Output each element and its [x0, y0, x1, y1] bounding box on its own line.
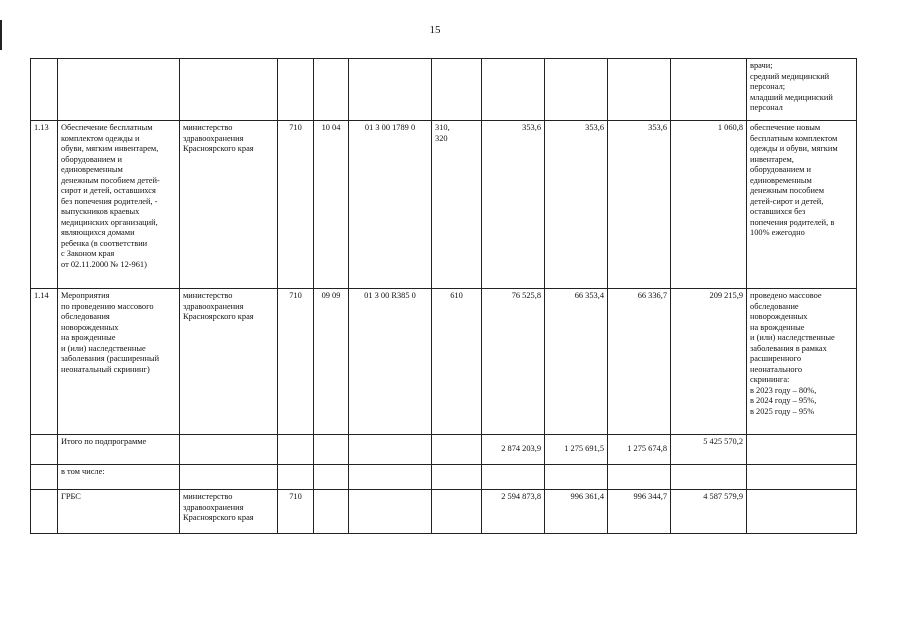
cell-expected-result: проведено массовое обследование новорожденных на врожденные и (или) наследственные заболевания в рамках расширенного неонатального скрининга: в 2023 году – 80%, в 2024 году – 95%, в 2025 году – 95%	[747, 289, 857, 435]
cell-total: 1 060,8	[671, 121, 747, 289]
cell-2024: 353,6	[545, 121, 608, 289]
cell-activity-name: Итого по подпрограмме	[58, 435, 180, 465]
program-activities-table	[30, 58, 857, 534]
cell-csr	[349, 465, 432, 490]
cell-rzpr	[314, 59, 349, 121]
cell-rzpr	[314, 465, 349, 490]
cell-activity-name	[58, 59, 180, 121]
cell-grbs-code	[278, 435, 314, 465]
cell-expected-result	[747, 490, 857, 534]
cell-2025: 66 336,7	[608, 289, 671, 435]
cell-2023: 2 874 203,9	[482, 435, 545, 465]
cell-2024	[545, 465, 608, 490]
cell-total	[671, 59, 747, 121]
cell-csr	[349, 435, 432, 465]
cell-2025	[608, 59, 671, 121]
cell-grbs-code	[278, 59, 314, 121]
cell-2025: 353,6	[608, 121, 671, 289]
cell-number	[31, 435, 58, 465]
cell-grbs-code	[278, 465, 314, 490]
cell-total: 209 215,9	[671, 289, 747, 435]
cell-csr	[349, 490, 432, 534]
cell-grbs	[180, 59, 278, 121]
cell-grbs: министерство здравоохранения Красноярского края	[180, 121, 278, 289]
cell-activity-name: Мероприятия по проведению массового обследования новорожденных на врожденные и (или) наследственные заболевания (расширенный неонатальный скрининг)	[58, 289, 180, 435]
table-row	[31, 59, 857, 121]
cell-grbs: министерство здравоохранения Красноярского края	[180, 490, 278, 534]
cell-total: 4 587 579,9	[671, 490, 747, 534]
cell-activity-name: ГРБС	[58, 490, 180, 534]
cell-vr	[432, 465, 482, 490]
cell-vr	[432, 490, 482, 534]
cell-expected-result	[747, 465, 857, 490]
cell-number: 1.13	[31, 121, 58, 289]
table-row	[31, 121, 857, 289]
cell-2025: 1 275 674,8	[608, 435, 671, 465]
table-row	[31, 490, 857, 534]
cell-rzpr	[314, 435, 349, 465]
cell-grbs	[180, 465, 278, 490]
cell-2024	[545, 59, 608, 121]
cell-number	[31, 490, 58, 534]
cell-2023	[482, 59, 545, 121]
cell-total: 5 425 570,2	[671, 435, 747, 465]
cell-2023: 76 525,8	[482, 289, 545, 435]
cell-grbs	[180, 435, 278, 465]
table-row	[31, 465, 857, 490]
cell-2025	[608, 465, 671, 490]
cell-csr	[349, 59, 432, 121]
cell-rzpr	[314, 490, 349, 534]
cell-vr	[432, 435, 482, 465]
cell-rzpr: 09 09	[314, 289, 349, 435]
table-row	[31, 289, 857, 435]
cell-2023: 2 594 873,8	[482, 490, 545, 534]
cell-vr	[432, 59, 482, 121]
cell-total	[671, 465, 747, 490]
cell-csr: 01 3 00 R385 0	[349, 289, 432, 435]
cell-rzpr: 10 04	[314, 121, 349, 289]
cell-expected-result: обеспечение новым бесплатным комплектом одежды и обуви, мягким инвентарем, оборудованием и единовременным денежным пособием детей-сирот и детей, оставшихся без попечения родителей, в 100% ежегодно	[747, 121, 857, 289]
cell-vr: 310, 320	[432, 121, 482, 289]
cell-activity-name: в том числе:	[58, 465, 180, 490]
cell-grbs-code: 710	[278, 289, 314, 435]
cell-2025: 996 344,7	[608, 490, 671, 534]
cell-expected-result	[747, 435, 857, 465]
cell-vr: 610	[432, 289, 482, 435]
cell-grbs: министерство здравоохранения Красноярского края	[180, 289, 278, 435]
cell-number	[31, 59, 58, 121]
cell-csr: 01 3 00 1789 0	[349, 121, 432, 289]
cell-2023: 353,6	[482, 121, 545, 289]
cell-expected-result: врачи; средний медицинский персонал; младший медицинский персонал	[747, 59, 857, 121]
cell-activity-name: Обеспечение бесплатным комплектом одежды и обуви, мягким инвентарем, оборудованием и единовременным денежным пособием детей- сирот и детей, оставшихся без попечения родителей, - выпускников краевых медицинских организаций, являющихся домами ребенка (в соответствии с Законом края от 02.11.2000 № 12-961)	[58, 121, 180, 289]
table-row	[31, 435, 857, 465]
cell-2024: 66 353,4	[545, 289, 608, 435]
page-number: 15	[429, 24, 441, 36]
cell-number: 1.14	[31, 289, 58, 435]
cell-number	[31, 465, 58, 490]
cell-grbs-code: 710	[278, 490, 314, 534]
cell-grbs-code: 710	[278, 121, 314, 289]
cell-2023	[482, 465, 545, 490]
cell-2024: 1 275 691,5	[545, 435, 608, 465]
cell-2024: 996 361,4	[545, 490, 608, 534]
